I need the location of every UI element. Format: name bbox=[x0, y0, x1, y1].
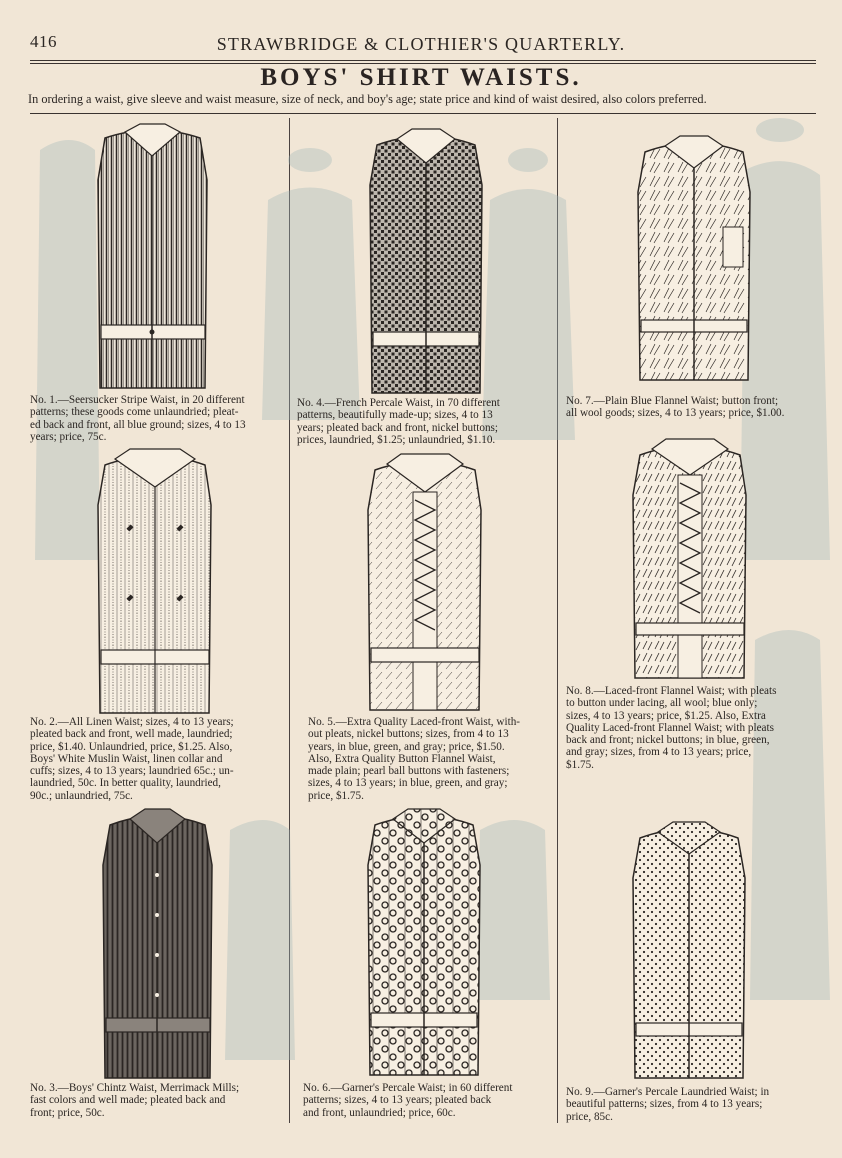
shirt-illustration-4 bbox=[367, 125, 485, 395]
shirt-illustration-8 bbox=[630, 435, 750, 680]
shirt-illustration-2 bbox=[95, 445, 215, 715]
caption-item-8: No. 8.—Laced-front Flannel Waist; with pleats to button under lacing, all wool; blue only; sizes, 4 to 13 years; price, $1.25. Also, Extra Quality Laced-front Flannel Waist; with pleats back and front; nickel buttons; in blue, green, and gray; sizes, from 4 to 13 years; price, $1.75. bbox=[566, 685, 777, 771]
caption-item-3: No. 3.—Boys' Chintz Waist, Merrimack Mills; fast colors and well made; pleated back and front; price, 50c. bbox=[30, 1082, 240, 1119]
caption-item-5: No. 5.—Extra Quality Laced-front Waist, with- out pleats, nickel buttons; sizes, from 4 to 13 years, in blue, green, and gray; price, $1.50. Also, Extra Quality Button Flannel Waist, made plain; pearl ball buttons with fasteners; sizes, 4 to 13 years; in blue, green, and gray; price, $1.75. bbox=[308, 716, 521, 802]
page-title: BOYS' SHIRT WAISTS. bbox=[260, 64, 582, 91]
running-head: STRAWBRIDGE & CLOTHIER'S QUARTERLY. bbox=[216, 34, 626, 54]
caption-item-6: No. 6.—Garner's Percale Waist; in 60 different patterns; sizes, 4 to 13 years; pleated back and front, unlaundried; price, 60c. bbox=[303, 1082, 513, 1119]
shirt-illustration-3 bbox=[100, 805, 215, 1080]
page-number: 416 bbox=[30, 32, 57, 51]
shirt-illustration-5 bbox=[365, 450, 485, 712]
caption-item-2: No. 2.—All Linen Waist; sizes, 4 to 13 years; pleated back and front, well made, laundried; price, $1.40. Unlaundried, price, $1.25. Also, Boys' White Muslin Waist, linen collar and cuffs; sizes, 4 to 13 years; laundried 65c.; un- laundried, 50c. In better quality, laundried, 90c.; unlaundried, 75c. bbox=[30, 716, 234, 802]
caption-item-4: No. 4.—French Percale Waist, in 70 different patterns, beautifully made-up; sizes, 4 to 13 years; pleated back and front, nickel buttons; prices, laundried, $1.25; unlaundried, $1.10. bbox=[297, 397, 500, 446]
shirt-illustration-1 bbox=[95, 120, 210, 390]
caption-item-1: No. 1.—Seersucker Stripe Waist, in 20 different patterns; these goods come unlaundried; pleat- ed back and front, all blue ground; sizes, 4 to 13 years; price, 75c. bbox=[30, 394, 246, 443]
shirt-illustration-9 bbox=[630, 818, 748, 1080]
intro-text: In ordering a waist, give sleeve and waist measure, size of neck, and boy's age; state price and kind of waist desired, also colors preferred. bbox=[28, 92, 707, 106]
shirt-illustration-7 bbox=[635, 132, 753, 382]
caption-item-9: No. 9.—Garner's Percale Laundried Waist; in beautiful patterns; sizes, from 4 to 13 years; price, 85c. bbox=[566, 1086, 770, 1123]
caption-item-7: No. 7.—Plain Blue Flannel Waist; button front; all wool goods; sizes, 4 to 13 years; price, $1.00. bbox=[566, 395, 785, 420]
shirt-illustration-6 bbox=[365, 805, 483, 1077]
